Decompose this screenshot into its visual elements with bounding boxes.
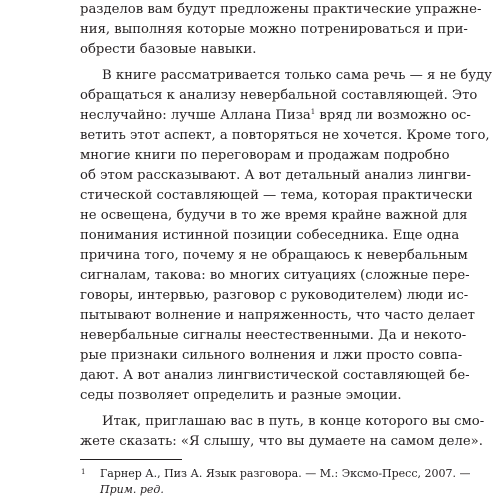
footnote-number: 1 <box>81 468 86 476</box>
text-line: Итак, приглашаю вас в путь, в конце которого вы смо- <box>102 414 485 429</box>
text-line: обрести базовые навыки. <box>80 42 257 57</box>
text-line: ния, выполняя которые можно потренироваться и при- <box>80 22 468 37</box>
text-line-with-footnote-ref <box>80 106 471 126</box>
footnote-reference: 1 <box>310 108 316 116</box>
text-line: дают. А вот анализ лингвистической составляющей бе- <box>80 368 470 383</box>
text-line: рые признаки сильного волнения и лжи просто совпа- <box>80 348 463 363</box>
text-line: обращаться к анализу невербальной составляющей. Это <box>80 88 478 103</box>
text-line: разделов вам будут предложены практические упражне- <box>80 2 482 17</box>
text-line: ветить этот аспект, а повторяться не хочется. Кроме того, <box>80 128 490 143</box>
footnote <box>80 466 471 498</box>
text-line: В книге рассматривается только сама речь — я не буду <box>102 68 492 83</box>
paragraph-nonverbal <box>80 66 492 406</box>
footnote-citation: Гарнер А., Пиз А. Язык разговора. — М.: Эксмо-Пресс, 2007. — <box>100 467 471 480</box>
text-line: не освещена, будучи в то же время крайне важной для <box>80 208 468 223</box>
paragraph-practical-exercises <box>80 0 482 60</box>
body-text <box>80 0 492 452</box>
text-line: жете сказать: «Я слышу, что вы думаете на самом деле». <box>80 434 483 449</box>
footnote-divider <box>80 459 182 460</box>
text-line: говоры, интервью, разговор с руководителем) люди ис- <box>80 288 469 303</box>
text-line: стической составляющей — тема, которая практически <box>80 188 473 203</box>
text-line: многие книги по переговорам и продажам подробно <box>80 148 450 163</box>
text-line: об этом рассказывают. А вот детальный анализ лингви- <box>80 168 471 183</box>
text-line: причина того, почему я не обращаюсь к невербальным <box>80 248 468 263</box>
text-line: седы позволяет определить и разные эмоции. <box>80 388 402 403</box>
paragraph-invitation <box>80 412 485 452</box>
text-line: невербальные сигналы неестественными. Да и некото- <box>80 328 467 343</box>
footnote-editor-note: Прим. ред. <box>100 483 164 496</box>
text-line: понимания истинной позиции собеседника. Еще одна <box>80 228 460 243</box>
text-line: пытывают волнение и напряженность, что часто делает <box>80 308 475 323</box>
text-line: сигналам, такова: во многих ситуациях (сложные пере- <box>80 268 470 283</box>
text-fragment: неслучайно: лучше Аллана Пиза <box>80 108 311 123</box>
text-fragment: вряд ли возможно ос- <box>315 108 471 123</box>
